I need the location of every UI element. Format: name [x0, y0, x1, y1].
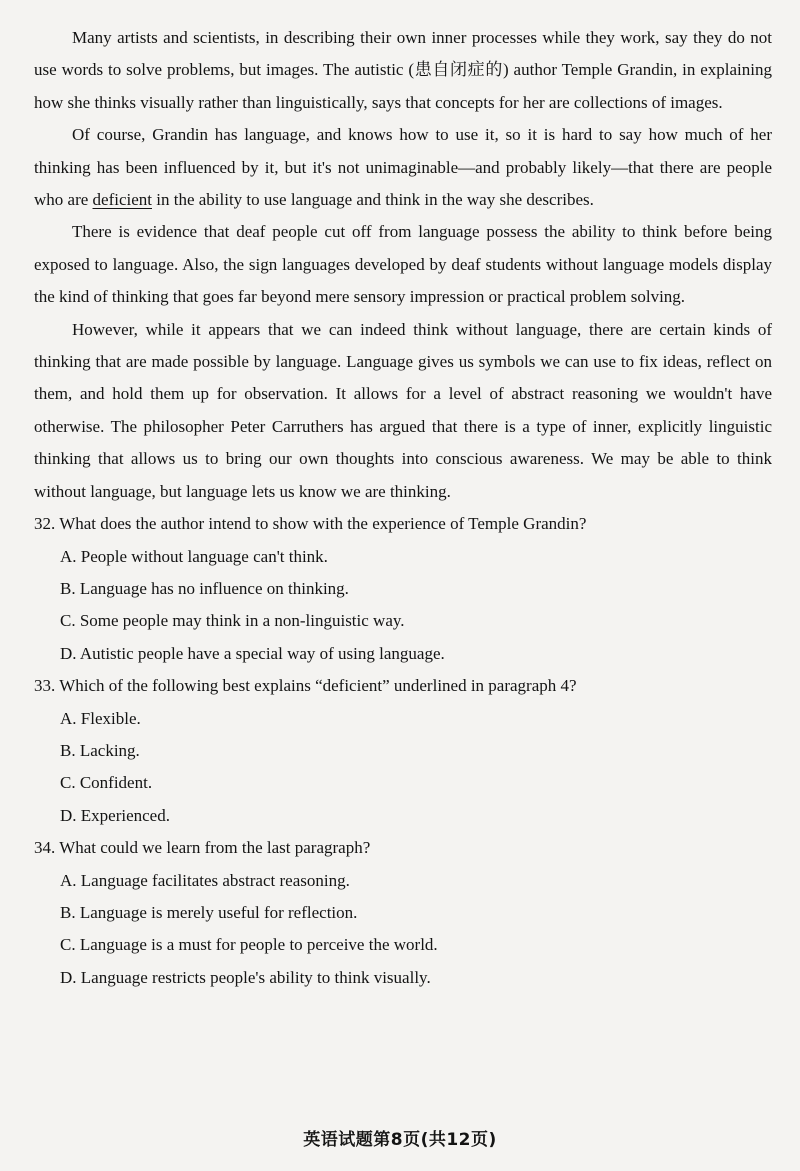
- question-34-option-a: A. Language facilitates abstract reasoning.: [60, 870, 350, 890]
- question-34-option-c: C. Language is a must for people to perceive the world.: [60, 935, 438, 955]
- question-34-option-b: B. Language is merely useful for reflection.: [60, 902, 358, 922]
- underlined-word-deficient: deficient: [92, 190, 152, 210]
- passage-paragraph-4: However, while it appears that we can indeed think without language, there are certain kinds of thinking that are made possible by language. Language gives us symbols we can use to fix ideas, reflect on them, and hold them up for observation. It allows for a level of abstract reasoning we wouldn't have otherwise. The philosopher Peter Carruthers has argued that there is a type of inner, explicitly linguistic thinking that allows us to bring our own thoughts into conscious awareness. We may be able to think without language, but language lets us know we are thinking.: [34, 319, 772, 501]
- question-32: [34, 508, 772, 670]
- question-33: [34, 670, 772, 832]
- question-32-option-b: B. Language has no influence on thinking.: [60, 578, 349, 598]
- paragraph-2-text-after: in the ability to use language and think in the way she describes.: [152, 190, 594, 210]
- question-32-option-c: C. Some people may think in a non-linguistic way.: [60, 611, 405, 631]
- question-33-stem: 33. Which of the following best explains “deficient” underlined in paragraph 4?: [34, 676, 577, 696]
- question-33-option-c: C. Confident.: [60, 773, 153, 793]
- question-34-stem: 34. What could we learn from the last paragraph?: [34, 838, 371, 858]
- question-32-option-d: D. Autistic people have a special way of using language.: [60, 643, 445, 663]
- question-33-option-d: D. Experienced.: [60, 805, 170, 825]
- question-32-stem: 32. What does the author intend to show with the experience of Temple Grandin?: [34, 514, 587, 534]
- question-33-option-a: A. Flexible.: [60, 708, 141, 728]
- page-footer: 英语试题第8页(共12页): [303, 1130, 497, 1150]
- passage-paragraph-2: [34, 119, 772, 216]
- question-32-option-a: A. People without language can't think.: [60, 546, 328, 566]
- question-34-option-d: D. Language restricts people's ability to think visually.: [60, 967, 431, 987]
- paragraph-2-text-before: Of course, Grandin has language, and knows how to use it, so it is hard to say how much of her thinking has been influenced by it, but it's not unimaginable—and probably likely—that there are people who are: [34, 125, 772, 210]
- question-33-option-b: B. Lacking.: [60, 740, 140, 760]
- question-34: [34, 832, 772, 994]
- passage-paragraph-1: Many artists and scientists, in describing their own inner processes while they work, say they do not use words to solve problems, but images. The autistic (患自闭症的) author Temple Grandin, in explaining how she thinks visually rather than linguistically, says that concepts for her are collections of images.: [34, 28, 772, 112]
- exam-page: [34, 22, 772, 994]
- passage-paragraph-3: There is evidence that deaf people cut off from language possess the ability to think before being exposed to language. Also, the sign languages developed by deaf students without language models display the kind of thinking that goes far beyond mere sensory impression or practical problem solving.: [34, 222, 772, 307]
